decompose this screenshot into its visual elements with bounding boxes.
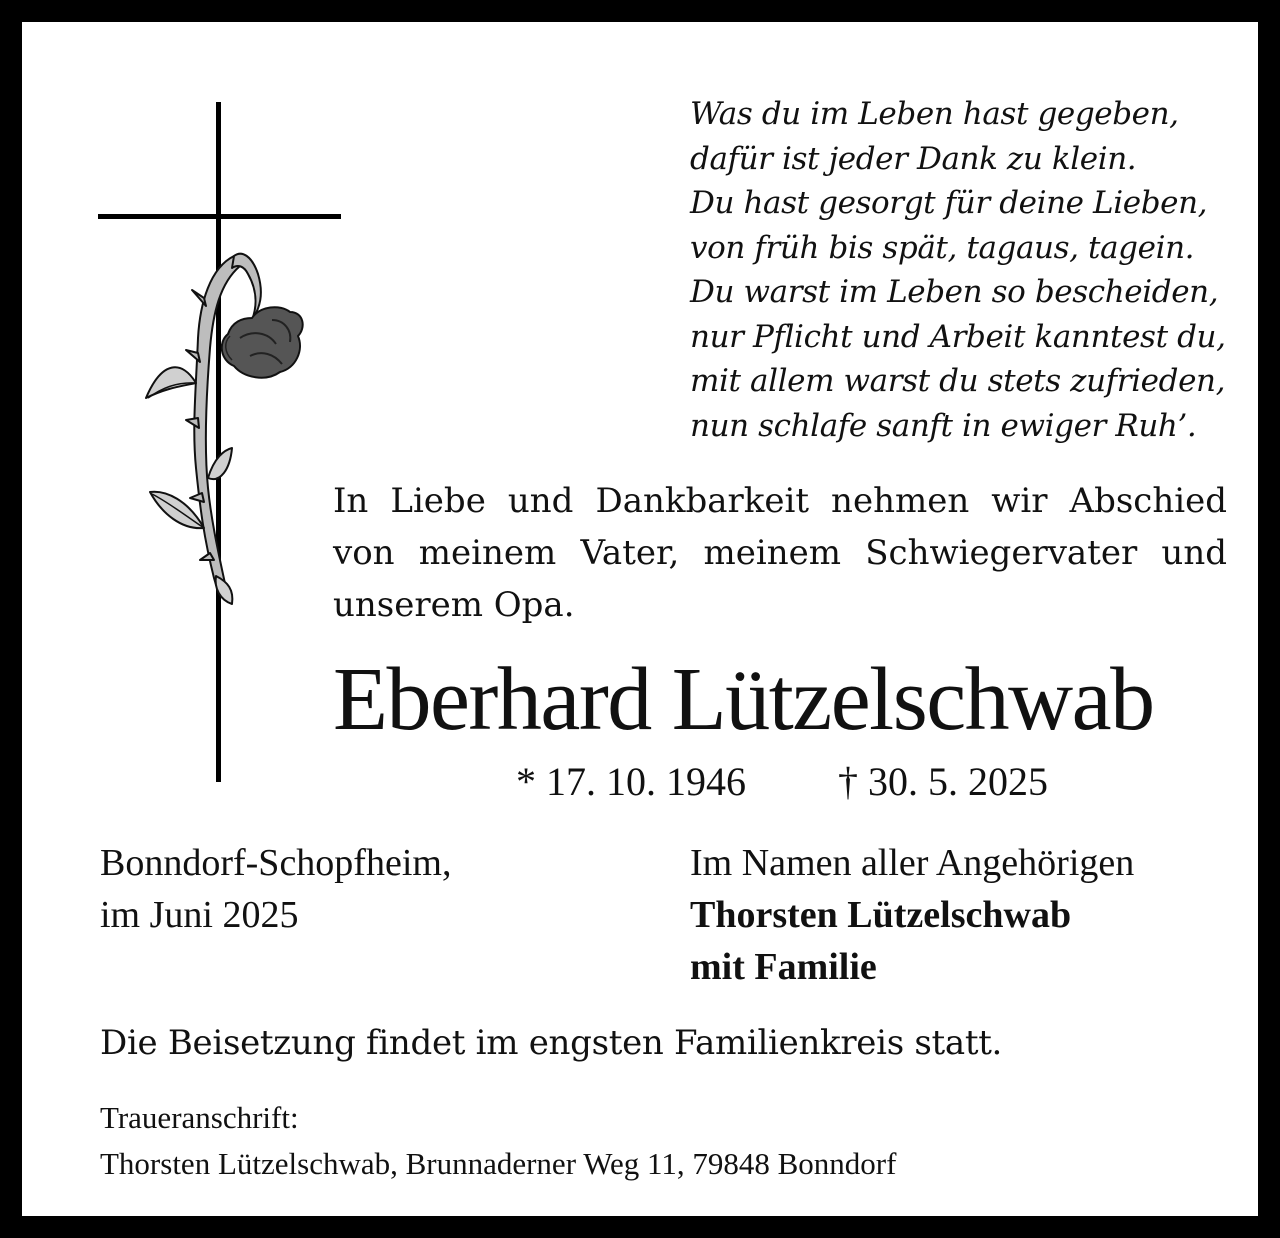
poem-line: mit allem warst du stets zufrieden, [690, 363, 1226, 399]
poem-line: von früh bis spät, tagaus, tagein. [690, 229, 1195, 266]
rose-icon [146, 254, 303, 604]
farewell-line: von meinem Vater, meinem Schwiegervater und [333, 533, 1227, 573]
farewell-text [333, 475, 1227, 631]
memorial-poem [690, 92, 1226, 448]
signer-name: Thorsten Lützelschwab [690, 894, 1072, 936]
date-line: im Juni 2025 [100, 894, 299, 936]
death-date: † 30. 5. 2025 [838, 759, 1048, 804]
address-text: Thorsten Lützelschwab, Brunnaderner Weg 11, 79848 Bonndorf [100, 1146, 897, 1181]
poem-line: dafür ist jeder Dank zu klein. [690, 140, 1137, 177]
poem-line: Was du im Leben hast gegeben, [690, 96, 1179, 132]
farewell-line: In Liebe und Dankbarkeit nehmen wir Abschied [333, 481, 1227, 521]
place-line: Bonndorf-Schopfheim, [100, 842, 452, 884]
cross-with-rose-icon [92, 98, 352, 788]
poem-line: Du hast gesorgt für deine Lieben, [690, 185, 1208, 221]
poem-line: nun schlafe sanft in ewiger Ruh’. [690, 407, 1197, 444]
place-and-date [100, 837, 451, 941]
burial-note: Die Beisetzung findet im engsten Familienkreis statt. [100, 1023, 1003, 1063]
life-dates [516, 757, 1048, 807]
signers-block [690, 837, 1134, 993]
birth-date: * 17. 10. 1946 [516, 759, 746, 804]
mourning-address [100, 1095, 896, 1187]
address-label: Traueranschrift: [100, 1100, 299, 1135]
deceased-name: Eberhard Lützelschwab [333, 650, 1154, 749]
poem-line: nur Pflicht und Arbeit kanntest du, [690, 318, 1226, 355]
poem-line: Du warst im Leben so bescheiden, [690, 274, 1219, 310]
signers-intro: Im Namen aller Angehörigen [690, 842, 1135, 884]
cross-icon [98, 102, 341, 782]
farewell-line: unserem Opa. [333, 585, 575, 625]
signer-family: mit Familie [690, 946, 877, 988]
